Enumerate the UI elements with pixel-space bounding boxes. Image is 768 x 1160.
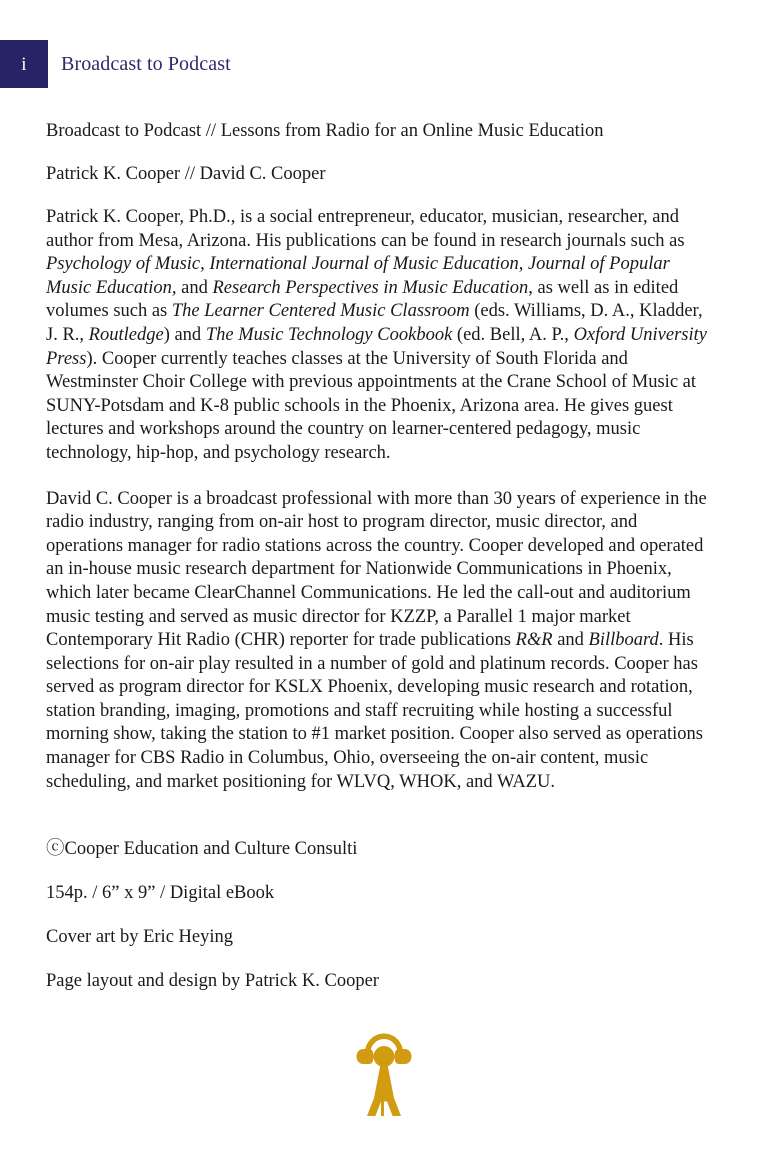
document-body [46,120,718,1014]
layout-credit-line: Page layout and design by Patrick K. Cooper [46,971,379,992]
copyright-line: ⓒCooper Education and Culture Consulti [46,839,358,860]
page-header [0,40,768,88]
cover-art-credit-line: Cover art by Eric Heying [46,927,233,948]
info-badge-glyph: i [21,53,27,75]
book-specs-line: 154p. / 6” x 9” / Digital eBook [46,883,275,904]
bio-paragraph-david: David C. Cooper is a broadcast professional with more than 30 years of experience in the radio industry, ranging from on-air host to program director, music director, and operations manager for radio stations across the country. Cooper developed and operated an in-house music research department for Nationwide Communications in Phoenix, which later became ClearChannel Communications. He led the call-out and auditorium music testing and served as music director for KZZP, a Parallel 1 major market Contemporary Hit Radio (CHR) reporter for trade publications R&R and Billboard. His selections for on-air play resulted in a number of gold and platinum records. Cooper has served as program director for KSLX Phoenix, developing music research and rotation, station branding, imaging, promotions and staff recruiting while hosting a successful morning show, taking the station to #1 market position. Cooper also served as operations manager for CBS Radio in Columbus, Ohio, overseeing the on-air content, music scheduling, and market positioning for WLVQ, WHOK, and WAZU. [46,488,707,792]
colophon-spacer [46,816,718,838]
header-title: Broadcast to Podcast [61,52,231,75]
book-title-line: Broadcast to Podcast // Lessons from Radio for an Online Music Education [46,121,604,141]
broadcast-tower-headphones-icon [355,1032,413,1118]
authors-line: Patrick K. Cooper // David C. Cooper [46,164,326,184]
info-badge-icon [0,40,48,88]
bio-paragraph-patrick: Patrick K. Cooper, Ph.D., is a social entrepreneur, educator, musician, researcher, and author from Mesa, Arizona. His publications can be found in research journals such as Psychology of Music, International Journal of Music Education, Journal of Popular Music Education, and Research Perspectives in Music Education, as well as in edited volumes such as The Learner Centered Music Classroom (eds. Williams, D. A., Kladder, J. R., Routledge) and The Music Technology Cookbook (ed. Bell, A. P., Oxford University Press). Cooper currently teaches classes at the University of South Florida and Westminster Choir College with previous appointments at the Crane School of Music at SUNY-Potsdam and K-8 public schools in the Phoenix, Arizona area. He gives guest lectures and workshops around the country on learner-centered pedagogy, music technology, hip-hop, and psychology research. [46,207,707,463]
logo-mark [0,1032,768,1118]
